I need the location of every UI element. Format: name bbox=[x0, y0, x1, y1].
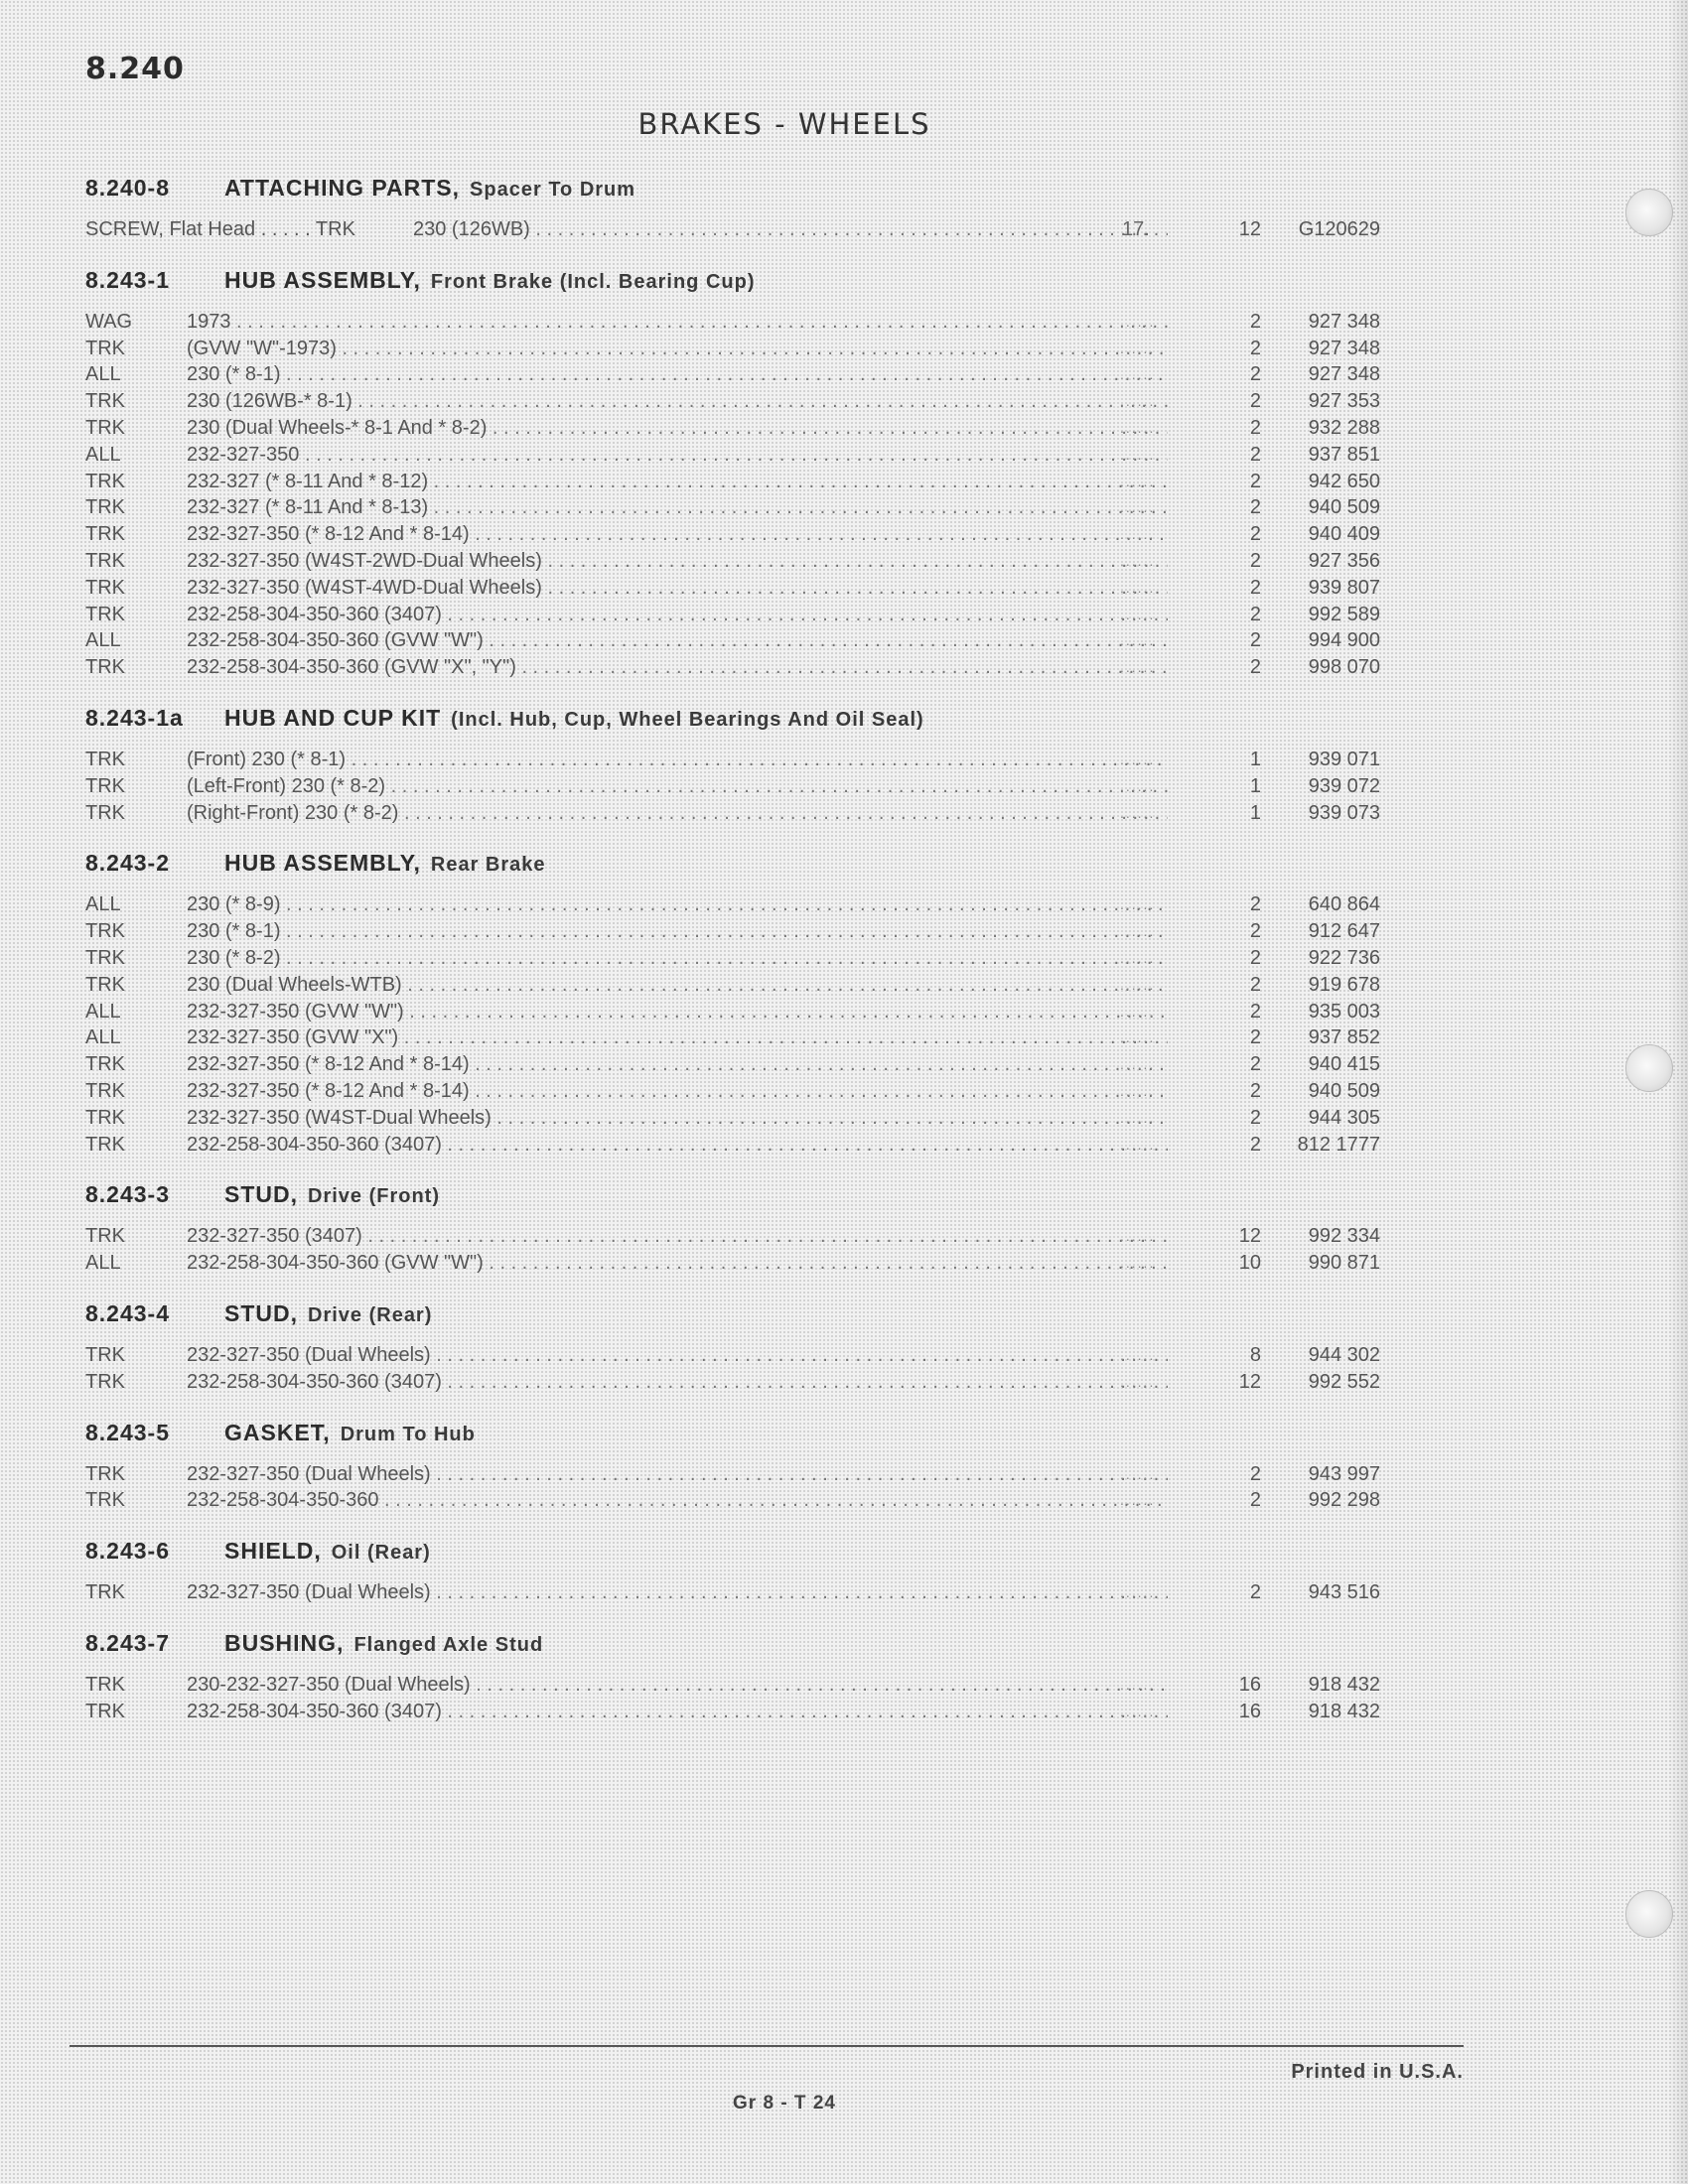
section-description: Drive (Rear) bbox=[308, 1303, 433, 1326]
part-number: 944 305 bbox=[1308, 1106, 1380, 1129]
model-code: ALL bbox=[85, 629, 121, 652]
part-number: 918 432 bbox=[1308, 1673, 1380, 1696]
application: 230 (* 8-9) . . . bbox=[187, 891, 1168, 918]
part-number: 943 997 bbox=[1308, 1462, 1380, 1485]
section-8-243-1a bbox=[85, 697, 1416, 826]
parts-catalog bbox=[85, 167, 1416, 1740]
model-code: TRK bbox=[85, 337, 125, 359]
section-number: 8.240-8 bbox=[85, 175, 171, 201]
quantity: 12 bbox=[1238, 218, 1261, 240]
section-description: Drum To Hub bbox=[340, 1423, 476, 1445]
quantity: 2 bbox=[1249, 1106, 1261, 1129]
model-code: ALL bbox=[85, 363, 121, 386]
part-number: 939 071 bbox=[1308, 748, 1380, 770]
part-number: 927 348 bbox=[1308, 310, 1380, 333]
part-row bbox=[85, 1132, 1416, 1159]
part-number: 937 851 bbox=[1308, 443, 1380, 466]
section-number: 8.243-4 bbox=[85, 1299, 171, 1326]
reference: 17. bbox=[1122, 218, 1150, 240]
part-number: 940 509 bbox=[1308, 496, 1380, 519]
part-row bbox=[85, 1223, 1416, 1250]
quantity: 1 bbox=[1249, 748, 1261, 770]
section-number: 8.243-3 bbox=[85, 1181, 171, 1208]
model-code: TRK bbox=[85, 1106, 125, 1129]
part-number: 922 736 bbox=[1308, 946, 1380, 969]
model-code: TRK bbox=[85, 748, 125, 770]
model-code: TRK bbox=[85, 1581, 125, 1604]
reference: ...... bbox=[1120, 949, 1156, 966]
quantity: 16 bbox=[1238, 1673, 1261, 1696]
quantity: 2 bbox=[1249, 1581, 1261, 1604]
application: 232-258-304-350-360 (GVW "X", "Y") . . . bbox=[187, 654, 1168, 681]
model-code: ALL bbox=[85, 1026, 121, 1049]
section-title: HUB ASSEMBLY, bbox=[224, 266, 421, 293]
quantity: 2 bbox=[1249, 946, 1261, 969]
section-description: Oil (Rear) bbox=[331, 1542, 431, 1565]
reference: ...... bbox=[1120, 1346, 1156, 1363]
part-number: 927 348 bbox=[1308, 337, 1380, 359]
part-row bbox=[85, 800, 1416, 827]
section-description: Drive (Front) bbox=[308, 1185, 440, 1208]
part-row bbox=[85, 1250, 1416, 1277]
section-8-240-8 bbox=[85, 167, 1416, 243]
model-code: TRK bbox=[85, 390, 125, 413]
part-row bbox=[85, 309, 1416, 336]
parts-list bbox=[85, 1461, 1416, 1515]
part-row bbox=[85, 1078, 1416, 1105]
part-row bbox=[85, 1051, 1416, 1078]
part-number: G120629 bbox=[1298, 218, 1380, 240]
section-title: GASKET, bbox=[224, 1419, 331, 1445]
part-number: 927 353 bbox=[1308, 390, 1380, 413]
application: 232-258-304-350-360 (3407) . . . bbox=[187, 1369, 1168, 1396]
quantity: 2 bbox=[1249, 470, 1261, 492]
section-heading bbox=[85, 1622, 1416, 1664]
application: 232-327-350 (GVW "X") . . . bbox=[187, 1024, 1168, 1051]
reference: ...... bbox=[1120, 1029, 1156, 1046]
quantity: 2 bbox=[1249, 1489, 1261, 1512]
reference: ...... bbox=[1120, 499, 1156, 516]
reference: ...... bbox=[1120, 606, 1156, 622]
part-number: 940 415 bbox=[1308, 1053, 1380, 1076]
page-edge bbox=[1668, 0, 1688, 2184]
section-description: (Incl. Hub, Cup, Wheel Bearings And Oil Seal) bbox=[451, 708, 924, 731]
section-title: HUB AND CUP KIT bbox=[224, 704, 442, 731]
model-code: TRK bbox=[85, 470, 125, 492]
part-row bbox=[85, 1105, 1416, 1132]
model-code: TRK bbox=[85, 1133, 125, 1156]
reference: ...... bbox=[1120, 313, 1156, 330]
part-number: 992 589 bbox=[1308, 603, 1380, 625]
parts-list bbox=[85, 216, 1416, 243]
part-number: 990 871 bbox=[1308, 1252, 1380, 1275]
model-code: TRK bbox=[85, 416, 125, 439]
section-heading bbox=[85, 842, 1416, 884]
footer-divider bbox=[70, 2045, 1464, 2047]
quantity: 2 bbox=[1249, 523, 1261, 546]
reference: ...... bbox=[1120, 632, 1156, 649]
section-description: Flanged Axle Stud bbox=[353, 1633, 544, 1656]
part-row bbox=[85, 1579, 1416, 1606]
model-code: ALL bbox=[85, 1000, 121, 1023]
application: 232-327-350 (Dual Wheels) . . . bbox=[187, 1461, 1168, 1488]
quantity: 16 bbox=[1238, 1700, 1261, 1722]
reference: ...... bbox=[1120, 526, 1156, 543]
application: 230 (126WB-* 8-1) . . . bbox=[187, 388, 1168, 415]
model-code: TRK bbox=[85, 774, 125, 797]
application: 232-327 (* 8-11 And * 8-12) . . . bbox=[187, 469, 1168, 495]
section-8-243-2 bbox=[85, 842, 1416, 1158]
application: (Front) 230 (* 8-1) . . . bbox=[187, 747, 1168, 773]
reference: ...... bbox=[1120, 419, 1156, 436]
part-number: 939 072 bbox=[1308, 774, 1380, 797]
part-row bbox=[85, 972, 1416, 999]
reference: ...... bbox=[1120, 751, 1156, 767]
quantity: 2 bbox=[1249, 1053, 1261, 1076]
quantity: 2 bbox=[1249, 496, 1261, 519]
section-title: ATTACHING PARTS, bbox=[224, 175, 461, 201]
part-row bbox=[85, 336, 1416, 362]
part-row bbox=[85, 1699, 1416, 1725]
model-code: TRK bbox=[85, 973, 125, 996]
section-8-243-4 bbox=[85, 1293, 1416, 1396]
part-number: 939 073 bbox=[1308, 801, 1380, 824]
part-number: 919 678 bbox=[1308, 973, 1380, 996]
section-title: BUSHING, bbox=[224, 1629, 345, 1656]
section-title: SHIELD, bbox=[224, 1538, 322, 1565]
part-number: 918 432 bbox=[1308, 1700, 1380, 1722]
binder-hole-middle bbox=[1625, 1044, 1673, 1092]
quantity: 2 bbox=[1249, 603, 1261, 625]
section-8-243-5 bbox=[85, 1412, 1416, 1515]
model-code: TRK bbox=[85, 801, 125, 824]
model-code: WAG bbox=[85, 310, 133, 333]
model-code: SCREW, Flat Head . . . . . TRK bbox=[85, 218, 355, 240]
application: 232-258-304-350-360 . . . bbox=[187, 1487, 1168, 1514]
application: 230-232-327-350 (Dual Wheels) . . . bbox=[187, 1672, 1168, 1699]
parts-list bbox=[85, 1579, 1416, 1606]
section-number: 8.243-6 bbox=[85, 1538, 171, 1565]
part-number: 927 356 bbox=[1308, 549, 1380, 572]
page-title: BRAKES - WHEELS bbox=[637, 107, 931, 141]
application: 1973 . . . bbox=[187, 309, 1168, 336]
reference: ...... bbox=[1120, 366, 1156, 383]
reference: ...... bbox=[1120, 340, 1156, 356]
section-title: STUD, bbox=[224, 1181, 298, 1208]
reference: ...... bbox=[1120, 1136, 1156, 1153]
section-number: 8.243-5 bbox=[85, 1419, 171, 1445]
parts-list bbox=[85, 1672, 1416, 1725]
part-row bbox=[85, 602, 1416, 628]
model-code: TRK bbox=[85, 1700, 125, 1722]
model-code: TRK bbox=[85, 1462, 125, 1485]
model-code: TRK bbox=[85, 656, 125, 679]
reference: ...... bbox=[1120, 393, 1156, 410]
quantity: 2 bbox=[1249, 1026, 1261, 1049]
part-number: 940 509 bbox=[1308, 1079, 1380, 1102]
section-number: 8.243-1 bbox=[85, 266, 171, 293]
quantity: 2 bbox=[1249, 920, 1261, 943]
application: 232-258-304-350-360 (3407) . . . bbox=[187, 1699, 1168, 1725]
application: 230 (Dual Wheels-WTB) . . . bbox=[187, 972, 1168, 999]
model-code: TRK bbox=[85, 549, 125, 572]
part-row bbox=[85, 747, 1416, 773]
application: 232-327-350 (W4ST-2WD-Dual Wheels) . . . bbox=[187, 548, 1168, 575]
part-number: 994 900 bbox=[1308, 629, 1380, 652]
model-code: ALL bbox=[85, 1252, 121, 1275]
part-row bbox=[85, 361, 1416, 388]
part-row bbox=[85, 1024, 1416, 1051]
quantity: 12 bbox=[1238, 1370, 1261, 1393]
part-row bbox=[85, 1342, 1416, 1369]
model-code: TRK bbox=[85, 946, 125, 969]
section-8-243-1 bbox=[85, 259, 1416, 681]
quantity: 10 bbox=[1238, 1252, 1261, 1275]
part-number: 939 807 bbox=[1308, 576, 1380, 599]
binder-hole-bottom bbox=[1625, 1890, 1673, 1938]
application: 232-327 (* 8-11 And * 8-13) . . . bbox=[187, 494, 1168, 521]
part-number: 992 334 bbox=[1308, 1225, 1380, 1248]
application: 230 (* 8-1) . . . bbox=[187, 361, 1168, 388]
part-row bbox=[85, 1672, 1416, 1699]
section-title: HUB ASSEMBLY, bbox=[224, 850, 421, 877]
application: 232-258-304-350-360 (3407) . . . bbox=[187, 602, 1168, 628]
quantity: 1 bbox=[1249, 801, 1261, 824]
reference: ...... bbox=[1120, 923, 1156, 940]
part-number: 942 650 bbox=[1308, 470, 1380, 492]
section-8-243-7 bbox=[85, 1622, 1416, 1725]
section-description: Front Brake (Incl. Bearing Cup) bbox=[430, 270, 756, 293]
model-code: TRK bbox=[85, 1053, 125, 1076]
reference: ...... bbox=[1120, 1082, 1156, 1099]
quantity: 1 bbox=[1249, 774, 1261, 797]
part-number: 932 288 bbox=[1308, 416, 1380, 439]
part-row bbox=[85, 469, 1416, 495]
section-description: Rear Brake bbox=[430, 854, 546, 877]
reference: ...... bbox=[1120, 1255, 1156, 1272]
application: 230 (126WB) . . . bbox=[413, 216, 1168, 243]
section-number: 8.243-2 bbox=[85, 850, 171, 877]
model-code: TRK bbox=[85, 496, 125, 519]
part-row bbox=[85, 415, 1416, 442]
application: 232-327-350 (Dual Wheels) . . . bbox=[187, 1342, 1168, 1369]
parts-list bbox=[85, 891, 1416, 1158]
part-row bbox=[85, 216, 1416, 243]
section-number: 8.243-1a bbox=[85, 704, 184, 731]
quantity: 2 bbox=[1249, 1133, 1261, 1156]
model-code: ALL bbox=[85, 443, 121, 466]
part-number: 998 070 bbox=[1308, 656, 1380, 679]
model-code: TRK bbox=[85, 1370, 125, 1393]
parts-list bbox=[85, 309, 1416, 681]
quantity: 2 bbox=[1249, 549, 1261, 572]
quantity: 8 bbox=[1249, 1343, 1261, 1366]
model-code: TRK bbox=[85, 576, 125, 599]
section-title: STUD, bbox=[224, 1299, 298, 1326]
part-row bbox=[85, 773, 1416, 800]
part-number: 944 302 bbox=[1308, 1343, 1380, 1366]
quantity: 2 bbox=[1249, 576, 1261, 599]
part-row bbox=[85, 1461, 1416, 1488]
quantity: 2 bbox=[1249, 1000, 1261, 1023]
part-number: 935 003 bbox=[1308, 1000, 1380, 1023]
part-row bbox=[85, 891, 1416, 918]
application: (Left-Front) 230 (* 8-2) . . . bbox=[187, 773, 1168, 800]
application: (GVW "W"-1973) . . . bbox=[187, 336, 1168, 362]
application: 230 (Dual Wheels-* 8-1 And * 8-2) . . . bbox=[187, 415, 1168, 442]
reference: ...... bbox=[1120, 896, 1156, 913]
section-heading bbox=[85, 167, 1416, 208]
section-heading bbox=[85, 1530, 1416, 1571]
reference: ...... bbox=[1120, 804, 1156, 821]
part-number: 912 647 bbox=[1308, 920, 1380, 943]
model-code: TRK bbox=[85, 1079, 125, 1102]
quantity: 2 bbox=[1249, 310, 1261, 333]
reference: ...... bbox=[1120, 777, 1156, 794]
printed-in-usa: Printed in U.S.A. bbox=[1291, 2061, 1464, 2083]
reference: ...... bbox=[1120, 446, 1156, 463]
section-8-243-6 bbox=[85, 1530, 1416, 1606]
model-code: TRK bbox=[85, 1225, 125, 1248]
application: 232-327-350 (* 8-12 And * 8-14) . . . bbox=[187, 1051, 1168, 1078]
binder-hole-top bbox=[1625, 189, 1673, 236]
section-heading bbox=[85, 1412, 1416, 1453]
application: 232-258-304-350-360 (GVW "W") . . . bbox=[187, 1250, 1168, 1277]
footer-page-ref: Gr 8 - T 24 bbox=[733, 2093, 836, 2114]
model-code: TRK bbox=[85, 523, 125, 546]
model-code: TRK bbox=[85, 603, 125, 625]
application: 232-327-350 (GVW "W") . . . bbox=[187, 999, 1168, 1025]
part-row bbox=[85, 1487, 1416, 1514]
quantity: 2 bbox=[1249, 973, 1261, 996]
parts-list bbox=[85, 1342, 1416, 1396]
application: 230 (* 8-1) . . . bbox=[187, 918, 1168, 945]
part-row bbox=[85, 654, 1416, 681]
quantity: 2 bbox=[1249, 390, 1261, 413]
part-row bbox=[85, 1369, 1416, 1396]
part-number: 937 852 bbox=[1308, 1026, 1380, 1049]
quantity: 2 bbox=[1249, 1079, 1261, 1102]
section-8-243-3 bbox=[85, 1173, 1416, 1277]
part-number: 640 864 bbox=[1308, 893, 1380, 916]
model-code: TRK bbox=[85, 1489, 125, 1512]
part-row bbox=[85, 442, 1416, 469]
part-row bbox=[85, 548, 1416, 575]
part-row bbox=[85, 575, 1416, 602]
part-row bbox=[85, 945, 1416, 972]
part-number: 992 298 bbox=[1308, 1489, 1380, 1512]
page-number: 8.240 bbox=[85, 52, 185, 86]
reference: ...... bbox=[1120, 579, 1156, 596]
reference: ...... bbox=[1120, 1373, 1156, 1390]
quantity: 2 bbox=[1249, 1462, 1261, 1485]
reference: ...... bbox=[1120, 1109, 1156, 1126]
reference: ...... bbox=[1120, 659, 1156, 676]
part-row bbox=[85, 918, 1416, 945]
part-number: 940 409 bbox=[1308, 523, 1380, 546]
reference: ...... bbox=[1120, 1056, 1156, 1073]
application: 232-327-350 (Dual Wheels) . . . bbox=[187, 1579, 1168, 1606]
reference: ...... bbox=[1120, 552, 1156, 569]
application: 232-327-350 (3407) . . . bbox=[187, 1223, 1168, 1250]
parts-list bbox=[85, 1223, 1416, 1277]
application: 232-327-350 (W4ST-4WD-Dual Wheels) . . . bbox=[187, 575, 1168, 602]
application: 232-327-350 (* 8-12 And * 8-14) . . . bbox=[187, 521, 1168, 548]
model-code: TRK bbox=[85, 1673, 125, 1696]
application: 230 (* 8-2) . . . bbox=[187, 945, 1168, 972]
reference: ...... bbox=[1120, 1465, 1156, 1482]
reference: ...... bbox=[1120, 1676, 1156, 1693]
application: 232-258-304-350-360 (3407) . . . bbox=[187, 1132, 1168, 1159]
quantity: 2 bbox=[1249, 629, 1261, 652]
part-row bbox=[85, 627, 1416, 654]
section-heading bbox=[85, 1173, 1416, 1215]
quantity: 12 bbox=[1238, 1225, 1261, 1248]
reference: ...... bbox=[1120, 976, 1156, 993]
application: 232-327-350 (* 8-12 And * 8-14) . . . bbox=[187, 1078, 1168, 1105]
part-row bbox=[85, 521, 1416, 548]
application: (Right-Front) 230 (* 8-2) . . . bbox=[187, 800, 1168, 827]
quantity: 2 bbox=[1249, 656, 1261, 679]
reference: ...... bbox=[1120, 1703, 1156, 1719]
reference: ...... bbox=[1120, 1492, 1156, 1509]
section-description: Spacer To Drum bbox=[470, 179, 636, 201]
quantity: 2 bbox=[1249, 416, 1261, 439]
application: 232-327-350 . . . bbox=[187, 442, 1168, 469]
reference: ...... bbox=[1120, 1584, 1156, 1601]
part-number: 992 552 bbox=[1308, 1370, 1380, 1393]
part-number: 943 516 bbox=[1308, 1581, 1380, 1604]
part-row bbox=[85, 388, 1416, 415]
quantity: 2 bbox=[1249, 337, 1261, 359]
model-code: TRK bbox=[85, 1343, 125, 1366]
quantity: 2 bbox=[1249, 893, 1261, 916]
part-number: 812 1777 bbox=[1297, 1133, 1380, 1156]
section-number: 8.243-7 bbox=[85, 1629, 171, 1656]
section-heading bbox=[85, 697, 1416, 739]
part-number: 927 348 bbox=[1308, 363, 1380, 386]
reference: ...... bbox=[1120, 1003, 1156, 1020]
model-code: ALL bbox=[85, 893, 121, 916]
application: 232-327-350 (W4ST-Dual Wheels) . . . bbox=[187, 1105, 1168, 1132]
section-heading bbox=[85, 259, 1416, 301]
part-row bbox=[85, 999, 1416, 1025]
reference: ...... bbox=[1120, 473, 1156, 489]
application: 232-258-304-350-360 (GVW "W") . . . bbox=[187, 627, 1168, 654]
model-code: TRK bbox=[85, 920, 125, 943]
part-row bbox=[85, 494, 1416, 521]
section-heading bbox=[85, 1293, 1416, 1334]
reference: ...... bbox=[1120, 1228, 1156, 1245]
quantity: 2 bbox=[1249, 443, 1261, 466]
parts-list bbox=[85, 747, 1416, 826]
quantity: 2 bbox=[1249, 363, 1261, 386]
